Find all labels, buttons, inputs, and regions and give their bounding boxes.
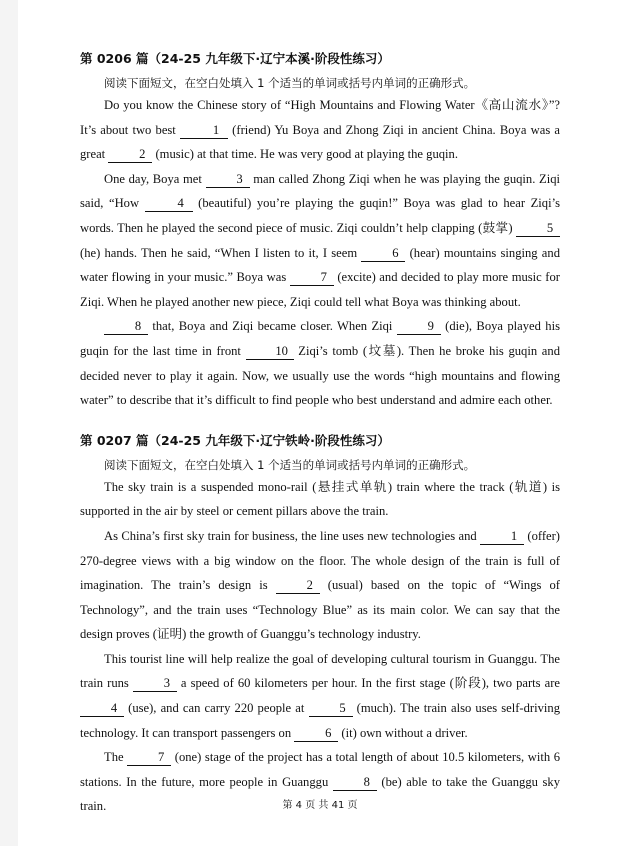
passage-0207	[80, 431, 560, 819]
text: (be) able to take the Guanggu sky train.	[80, 774, 560, 814]
answer-blank[interactable]: 10	[246, 344, 294, 360]
text: (one) stage of the project has a total length of about 10.5 kilometers, with 6 stations. In the future, more people in Guanggu	[80, 750, 560, 789]
text: (he) hands. Then he said, “When I listen to it, I seem	[80, 245, 362, 260]
paragraph	[80, 524, 560, 647]
answer-blank[interactable]: 4	[80, 701, 124, 717]
instruction: 阅读下面短文，在空白处填入 1 个适当的单词或括号内单词的正确形式。	[104, 76, 476, 90]
text: Do you know the Chinese story of “High Mountains and Flowing Water《高山流水》”? It’s about two best	[80, 98, 560, 137]
answer-blank[interactable]: 1	[480, 529, 524, 545]
answer-blank[interactable]: 5	[309, 701, 353, 717]
text: (excite) and decided to play more music for Ziqi. When he played another new piece, Ziqi could tell what Boya was thinking about.	[80, 270, 560, 309]
text: (music) at that time. He was very good at playing the guqin.	[152, 147, 459, 162]
text: man called Zhong Ziqi when he was playing the guqin. Ziqi said, “How	[80, 171, 560, 211]
instruction: 阅读下面短文，在空白处填入 1 个适当的单词或括号内单词的正确形式。	[104, 457, 476, 472]
answer-blank[interactable]: 5	[516, 221, 560, 237]
answer-blank[interactable]: 7	[290, 270, 334, 286]
text: As China’s first sky train for business, the line uses new technologies and	[104, 528, 481, 543]
answer-blank[interactable]: 8	[333, 775, 377, 791]
paragraph	[80, 647, 560, 745]
paragraph	[80, 314, 560, 412]
text: (die), Boya played his guqin for the last time in front	[80, 319, 560, 358]
text: (much). The train also uses self-driving technology. It can transport passengers on	[80, 701, 560, 740]
text: The	[104, 750, 128, 765]
text: This tourist line will help realize the goal of developing cultural tourism in Guanggu. The train runs	[80, 651, 560, 691]
answer-blank[interactable]: 9	[397, 319, 441, 335]
answer-blank[interactable]: 6	[361, 246, 405, 262]
text: (offer) 270-degree views with a big window on the floor. The whole design of the train is full of imagination. The train’s design is	[80, 528, 560, 593]
paragraph	[80, 167, 560, 315]
answer-blank[interactable]: 8	[104, 319, 148, 335]
text: (hear) mountains singing and water flowing in your music.” Boya was	[80, 245, 560, 285]
answer-blank[interactable]: 7	[127, 750, 171, 766]
text: (use), and can carry 220 people at	[124, 701, 309, 716]
text: (beautiful) you’re playing the guqin!” Boya was glad to hear Ziqi’s words. Then he played the second piece of music. Ziqi couldn’t help clapping (鼓掌)	[80, 196, 560, 235]
answer-blank[interactable]: 4	[145, 196, 193, 212]
section-heading: 第 0207 篇（24-25 九年级下·辽宁铁岭·阶段性练习）	[80, 432, 390, 448]
text: (it) own without a driver.	[338, 725, 468, 740]
page-number: 第 4 页 共 41 页	[282, 800, 358, 811]
answer-blank[interactable]: 1	[180, 123, 228, 139]
paragraph: The sky train is a suspended mono-rail (悬挂式单轨) train where the track (轨道) is supported in the air by steel or cement pillars above the train.	[80, 479, 560, 519]
text: Ziqi’s tomb (坟墓). Then he broke his guqin and decided never to play it again. Now, we usually use the words “high mountains and flowing water” to describe that it’s difficult to find people who best understand and admire each other.	[80, 343, 560, 408]
text: a speed of 60 kilometers per hour. In the first stage (阶段), two parts are	[176, 676, 560, 691]
section-heading: 第 0206 篇（24-25 九年级下·辽宁本溪·阶段性练习）	[80, 51, 390, 66]
text: (usual) based on the topic of “Wings of Technology”, and the train uses “Technology Blue” as its main color. We can say that the design proves (证明) the growth of Guanggu’s technology industry.	[80, 578, 560, 642]
paragraph	[80, 93, 560, 167]
answer-blank[interactable]: 2	[108, 147, 152, 163]
text: (friend) Yu Boya and Zhong Ziqi in ancient China. Boya was a great	[80, 122, 560, 162]
answer-blank[interactable]: 6	[294, 726, 338, 742]
page-content	[80, 49, 560, 819]
passage-0206	[80, 49, 560, 413]
answer-blank[interactable]: 3	[206, 172, 250, 188]
text: One day, Boya met	[104, 171, 206, 186]
answer-blank[interactable]: 2	[276, 578, 320, 594]
answer-blank[interactable]: 3	[133, 676, 177, 692]
text: that, Boya and Ziqi became closer. When Ziqi	[148, 319, 397, 334]
